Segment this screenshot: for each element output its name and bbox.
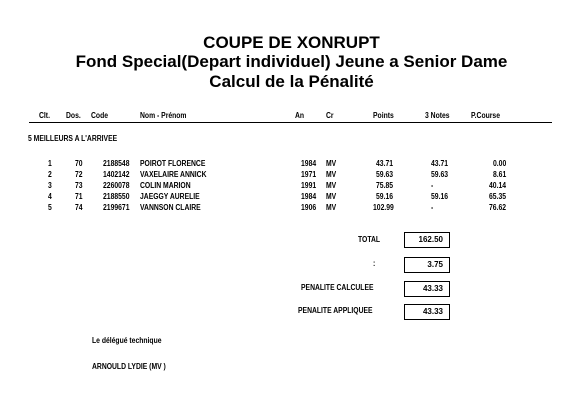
cell-name: COLIN MARION <box>140 181 191 190</box>
penalty-applied-label: PENALITE APPLIQUEE <box>298 306 373 315</box>
cell-points: 43.71 <box>376 159 394 168</box>
total-label: TOTAL <box>358 235 381 244</box>
cell-dos: 73 <box>75 181 83 190</box>
header-divider <box>29 122 552 123</box>
cell-points: 102.99 <box>373 203 394 212</box>
cell-an: 1971 <box>301 170 317 179</box>
cell-name: VANNSON CLAIRE <box>140 203 201 212</box>
cell-code: 2260078 <box>103 181 130 190</box>
col-header-dos: Dos. <box>66 111 81 120</box>
col-header-points: Points <box>373 111 394 120</box>
document-title: COUPE DE XONRUPT <box>203 33 380 52</box>
col-header-name: Nom - Prénom <box>140 111 187 120</box>
col-header-clt: Clt. <box>39 111 50 120</box>
page-heading: Calcul de la Pénalité <box>209 72 374 91</box>
divisor-label: : <box>373 259 376 268</box>
cell-name: VAXELAIRE ANNICK <box>140 170 207 179</box>
cell-cr: MV <box>326 181 337 190</box>
cell-clt: 3 <box>48 181 52 190</box>
cell-code: 2199671 <box>103 203 130 212</box>
race-subtitle: Fond Special(Depart individuel) Jeune a Senior Dame <box>75 52 508 71</box>
cell-an: 1991 <box>301 181 317 190</box>
cell-an: 1906 <box>301 203 317 212</box>
cell-cr: MV <box>326 170 337 179</box>
cell-code: 2188550 <box>103 192 130 201</box>
cell-clt: 4 <box>48 192 52 201</box>
cell-pcourse: 8.61 <box>493 170 507 179</box>
cell-notes: - <box>431 203 434 212</box>
cell-points: 59.16 <box>376 192 394 201</box>
cell-notes: 43.71 <box>431 159 449 168</box>
cell-dos: 72 <box>75 170 83 179</box>
penalty-calculated-label: PENALITE CALCULEE <box>301 283 374 292</box>
cell-dos: 71 <box>75 192 83 201</box>
cell-an: 1984 <box>301 192 317 201</box>
cell-dos: 74 <box>75 203 83 212</box>
cell-an: 1984 <box>301 159 317 168</box>
cell-notes: - <box>431 181 434 190</box>
cell-clt: 2 <box>48 170 52 179</box>
cell-name: JAEGGY AURELIE <box>140 192 200 201</box>
cell-points: 59.63 <box>376 170 394 179</box>
col-header-an: An <box>295 111 305 120</box>
col-header-pcourse: P.Course <box>471 111 500 120</box>
table-row <box>0 170 583 181</box>
table-row <box>0 159 583 170</box>
cell-cr: MV <box>326 159 337 168</box>
cell-points: 75.85 <box>376 181 394 190</box>
penalty-calculated-value: 43.33 <box>404 281 450 297</box>
delegate-name: ARNOULD LYDIE (MV ) <box>92 362 166 371</box>
cell-clt: 1 <box>48 159 52 168</box>
section-label: 5 MEILLEURS A L'ARRIVEE <box>28 134 118 143</box>
col-header-code: Code <box>91 111 108 120</box>
cell-code: 1402142 <box>103 170 130 179</box>
table-row <box>0 192 583 203</box>
cell-notes: 59.16 <box>431 192 449 201</box>
col-header-cr: Cr <box>326 111 334 120</box>
cell-clt: 5 <box>48 203 52 212</box>
cell-notes: 59.63 <box>431 170 449 179</box>
table-row <box>0 203 583 214</box>
table-row <box>0 181 583 192</box>
cell-dos: 70 <box>75 159 83 168</box>
total-value: 162.50 <box>404 232 450 248</box>
col-header-notes: 3 Notes <box>425 111 450 120</box>
divisor-value: 3.75 <box>404 257 450 273</box>
cell-pcourse: 65.35 <box>489 192 507 201</box>
cell-cr: MV <box>326 192 337 201</box>
cell-code: 2188548 <box>103 159 130 168</box>
cell-pcourse: 76.62 <box>489 203 507 212</box>
cell-cr: MV <box>326 203 337 212</box>
penalty-applied-value: 43.33 <box>404 304 450 320</box>
delegate-label: Le délégué technique <box>92 336 162 345</box>
cell-name: POIROT FLORENCE <box>140 159 206 168</box>
cell-pcourse: 40.14 <box>489 181 507 190</box>
cell-pcourse: 0.00 <box>493 159 507 168</box>
